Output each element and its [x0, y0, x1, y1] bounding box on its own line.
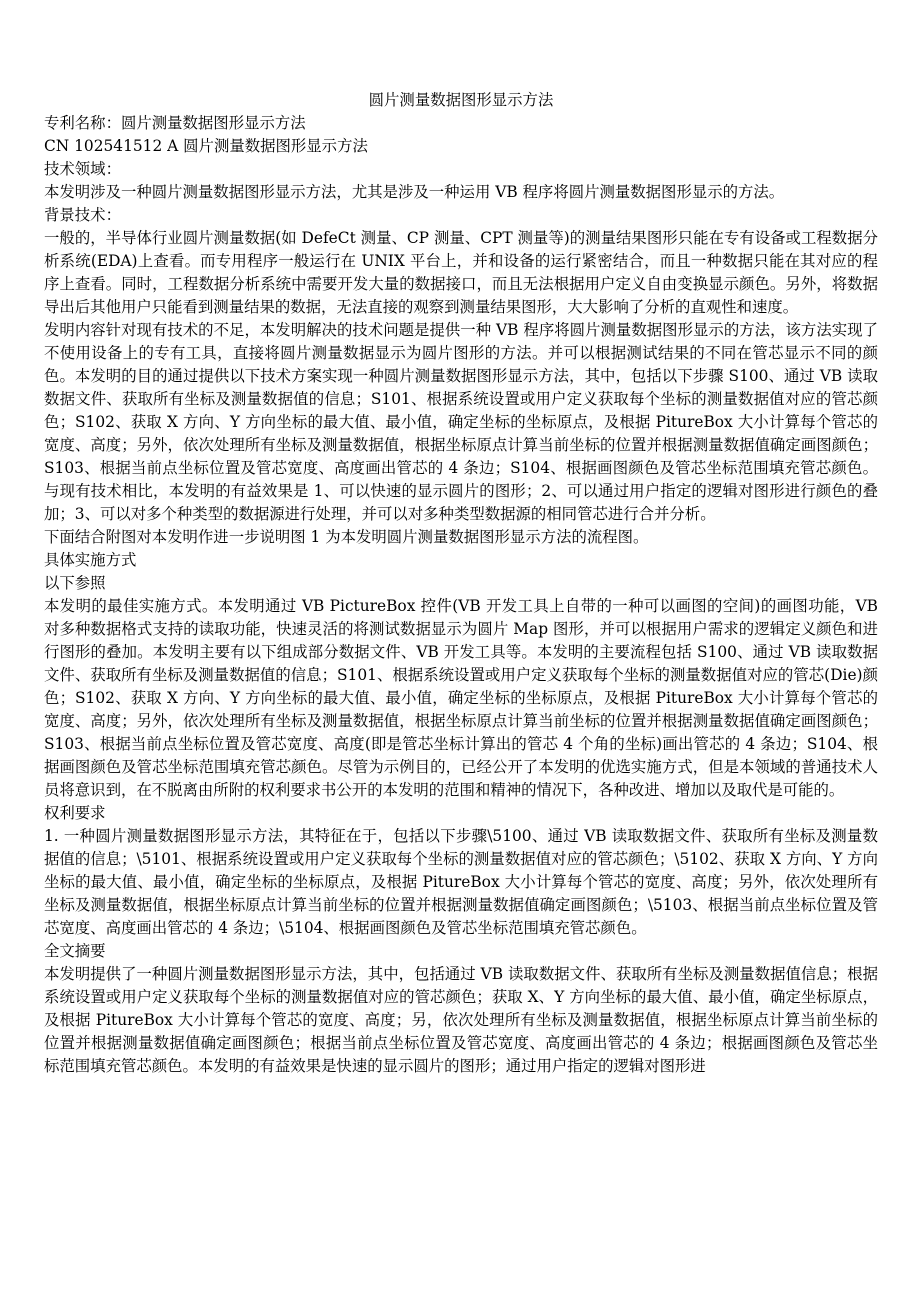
claims-paragraph: 1. 一种圆片测量数据图形显示方法，其特征在于，包括以下步骤\5100、通过 VB 读取数据文件、获取所有坐标及测量数据值的信息；\5101、根据系统设置或用户定义获取每个坐标的测量数据值对应的管芯颜色；\5102、获取 X 方向、Y 方向坐标的最大值、最小值，确定坐标的坐标原点，及根据 PitureBox 大小计算每个管芯的宽度、高度；另外，依次处理所有坐标及测量数据值，根据坐标原点计算当前坐标的位置并根据测量数据值确定画图颜色；\5103、根据当前点坐标位置及管芯宽度、高度画出管芯的 4 条边；\5104、根据画图颜色及管芯坐标范围填充管芯颜色。: [44, 827, 878, 937]
background-heading: 背景技术：: [44, 206, 121, 224]
tech-field-paragraph: 本发明涉及一种圆片测量数据图形显示方法，尤其是涉及一种运用 VB 程序将圆片测量数据图形显示的方法。: [44, 183, 785, 201]
tech-field-heading: 技术领域：: [44, 160, 121, 178]
abstract-paragraph: 本发明提供了一种圆片测量数据图形显示方法，其中，包括通过 VB 读取数据文件、获取所有坐标及测量数据值信息；根据系统设置或用户定义获取每个坐标的测量数据值对应的管芯颜色；获取 X、Y 方向坐标的最大值、最小值，确定坐标原点，及根据 PitureBox 大小计算每个管芯的宽度、高度；另，依次处理所有坐标及测量数据值，根据坐标原点计算当前坐标的位置并根据测量数据值确定画图颜色；根据当前点坐标位置及管芯宽度、高度画出管芯的 4 条边；根据画图颜色及管芯坐标范围填充管芯颜色。本发明的有益效果是快速的显示圆片的图形；通过用户指定的逻辑对图形进: [44, 965, 878, 1075]
embodiment-paragraph: 本发明的最佳实施方式。本发明通过 VB PictureBox 控件(VB 开发工具上自带的一种可以画图的空间)的画图功能，VB 对多种数据格式支持的读取功能，快速灵活的将测试数据显示为圆片 Map 图形，并可以根据用户需求的逻辑定义颜色和进行图形的叠加。本发明主要有以下组成部分数据文件、VB 开发工具等。本发明的主要流程包括 S100、通过 VB 读取数据文件、获取所有坐标及测量数据值的信息；S101、根据系统设置或用户定义获取每个坐标的测量数据值对应的管芯(Die)颜色；S102、获取 X 方向、Y 方向坐标的最大值、最小值，确定坐标的坐标原点，及根据 PitureBox 大小计算每个管芯的宽度、高度；另外，依次处理所有坐标及测量数据值，根据坐标原点计算当前坐标的位置并根据测量数据值确定画图颜色；S103、根据当前点坐标位置及管芯宽度、高度(即是管芯坐标计算出的管芯 4 个角的坐标)画出管芯的 4 条边；S104、根据画图颜色及管芯坐标范围填充管芯颜色。尽管为示例目的，已经公开了本发明的优选实施方式，但是本领域的普通技术人员将意识到，在不脱离由所附的权利要求书公开的本发明的范围和精神的情况下，各种改进、增加以及取代是可能的。: [44, 597, 878, 799]
patent-number: CN 102541512 A 圆片测量数据图形显示方法: [44, 137, 368, 155]
figure-description: 下面结合附图对本发明作进一步说明图 1 为本发明圆片测量数据图形显示方法的流程图。: [44, 528, 649, 546]
document-page: [44, 88, 878, 1078]
background-paragraph: 一般的，半导体行业圆片测量数据(如 DefeCt 测量、CP 测量、CPT 测量等)的测量结果图形只能在专有设备或工程数据分析系统(EDA)上查看。而专用程序一般运行在 UNIX 平台上，并和设备的运行紧密结合，而且一种数据只能在其对应的程序上查看。同时，工程数据分析系统中需要开发大量的数据接口，而且无法根据用户定义自由变换显示颜色。另外，将数据导出后其他用户只能看到测量结果的数据，无法直接的观察到测量结果图形，大大影响了分析的直观性和速度。: [44, 229, 878, 316]
patent-name: 专利名称：圆片测量数据图形显示方法: [44, 114, 306, 132]
document-title: 圆片测量数据图形显示方法: [368, 91, 554, 109]
embodiment-subheading: 以下参照: [44, 574, 106, 592]
summary-paragraph: 发明内容针对现有技术的不足，本发明解决的技术问题是提供一种 VB 程序将圆片测量数据图形显示的方法，该方法实现了不使用设备上的专有工具，直接将圆片测量数据显示为圆片图形的方法。并可以根据测试结果的不同在管芯显示不同的颜色。本发明的目的通过提供以下技术方案实现一种圆片测量数据图形显示方法，其中，包括以下步骤 S100、通过 VB 读取数据文件、获取所有坐标及测量数据值的信息；S101、根据系统设置或用户定义获取每个坐标的测量数据值对应的管芯颜色；S102、获取 X 方向、Y 方向坐标的最大值、最小值，确定坐标的坐标原点，及根据 PitureBox 大小计算每个管芯的宽度、高度；另外，依次处理所有坐标及测量数据值，根据坐标原点计算当前坐标的位置并根据测量数据值确定画图颜色；S103、根据当前点坐标位置及管芯宽度、高度画出管芯的 4 条边；S104、根据画图颜色及管芯坐标范围填充管芯颜色。与现有技术相比，本发明的有益效果是 1、可以快速的显示圆片的图形；2、可以通过用户指定的逻辑对图形进行颜色的叠加；3、可以对多个种类型的数据源进行处理，并可以对多种类型数据源的相同管芯进行合并分析。: [44, 321, 878, 523]
abstract-heading: 全文摘要: [44, 942, 106, 960]
claims-heading: 权利要求: [44, 804, 106, 822]
embodiment-heading: 具体实施方式: [44, 551, 137, 569]
